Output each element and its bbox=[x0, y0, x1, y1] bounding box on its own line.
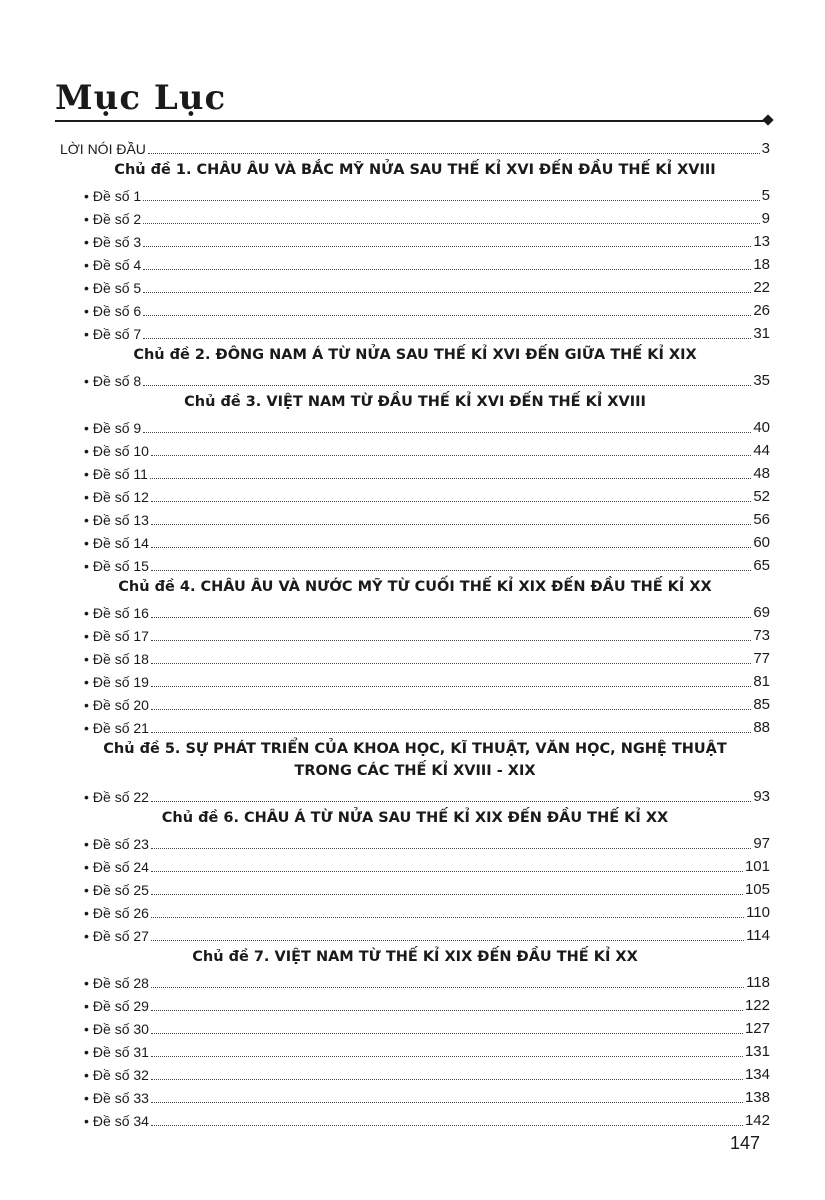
dot-leader bbox=[151, 500, 751, 502]
toc-entry-page: 77 bbox=[753, 650, 770, 667]
bullet-icon: • bbox=[84, 789, 89, 805]
table-of-contents bbox=[60, 134, 770, 1129]
toc-entry-page: 85 bbox=[753, 696, 770, 713]
bullet-icon: • bbox=[84, 303, 89, 319]
dot-leader bbox=[151, 893, 743, 895]
chapter-heading bbox=[60, 805, 770, 829]
toc-entry-page: 35 bbox=[753, 372, 770, 389]
toc-entry[interactable] bbox=[60, 829, 770, 852]
toc-entry-label: Đề số 23 bbox=[92, 836, 149, 852]
bullet-icon: • bbox=[84, 443, 89, 459]
bullet-icon: • bbox=[84, 697, 89, 713]
toc-entry[interactable] bbox=[60, 319, 770, 342]
toc-entry[interactable] bbox=[60, 875, 770, 898]
bullet-icon: • bbox=[84, 489, 89, 505]
dot-leader bbox=[151, 1101, 743, 1103]
toc-entry-page: 105 bbox=[744, 881, 770, 898]
toc-entry-label: Đề số 9 bbox=[92, 420, 142, 436]
toc-entry-page: 97 bbox=[753, 835, 770, 852]
toc-entry-page: 65 bbox=[753, 557, 770, 574]
dot-leader bbox=[151, 569, 751, 571]
dot-leader bbox=[151, 986, 744, 988]
dot-leader bbox=[151, 1078, 743, 1080]
toc-entry-page: 114 bbox=[746, 927, 770, 944]
dot-leader bbox=[151, 523, 751, 525]
dot-leader bbox=[151, 870, 743, 872]
toc-entry-label: Đề số 32 bbox=[92, 1067, 149, 1083]
toc-entry[interactable] bbox=[60, 921, 770, 944]
toc-entry[interactable] bbox=[60, 482, 770, 505]
toc-entry-label: Đề số 4 bbox=[92, 257, 142, 273]
toc-entry-label: Đề số 14 bbox=[92, 535, 149, 551]
toc-entry[interactable] bbox=[60, 713, 770, 736]
toc-entry-page: 13 bbox=[753, 233, 770, 250]
toc-entry[interactable] bbox=[60, 436, 770, 459]
bullet-icon: • bbox=[84, 1021, 89, 1037]
bullet-icon: • bbox=[84, 535, 89, 551]
chapter-heading bbox=[60, 157, 770, 181]
bullet-icon: • bbox=[84, 674, 89, 690]
toc-entry-page: 5 bbox=[761, 187, 770, 204]
toc-entry-page: 40 bbox=[753, 419, 770, 436]
toc-entry-label: Đề số 33 bbox=[92, 1090, 149, 1106]
chapter-heading-text: Chủ đề 4. CHÂU ÂU VÀ NƯỚC MỸ TỪ CUỐI THẾ KỈ XIX ĐẾN ĐẦU THẾ KỈ XX bbox=[118, 579, 712, 595]
toc-entry-page: 93 bbox=[753, 788, 770, 805]
bullet-icon: • bbox=[84, 234, 89, 250]
bullet-icon: • bbox=[84, 882, 89, 898]
toc-entry[interactable] bbox=[60, 690, 770, 713]
toc-entry-page: 118 bbox=[746, 974, 770, 991]
toc-entry-page: 56 bbox=[753, 511, 770, 528]
dot-leader bbox=[151, 454, 751, 456]
toc-entry[interactable] bbox=[60, 621, 770, 644]
dot-leader bbox=[143, 222, 760, 224]
toc-entry-label: Đề số 1 bbox=[92, 188, 142, 204]
toc-entry-page: 127 bbox=[744, 1020, 770, 1037]
dot-leader bbox=[143, 337, 751, 339]
toc-entry-label: Đề số 11 bbox=[92, 466, 148, 482]
dot-leader bbox=[151, 847, 751, 849]
toc-entry-label: Đề số 17 bbox=[92, 628, 149, 644]
bullet-icon: • bbox=[84, 512, 89, 528]
toc-entry-label: LỜI NÓI ĐẦU bbox=[60, 141, 146, 157]
toc-entry[interactable] bbox=[60, 782, 770, 805]
toc-entry-page: 3 bbox=[761, 140, 770, 157]
dot-leader bbox=[151, 1124, 743, 1126]
chapter-heading-text: Chủ đề 3. VIỆT NAM TỪ ĐẦU THẾ KỈ XVI ĐẾN THẾ KỈ XVIII bbox=[184, 394, 646, 410]
dot-leader bbox=[143, 431, 751, 433]
bullet-icon: • bbox=[84, 1044, 89, 1060]
toc-entry[interactable] bbox=[60, 1060, 770, 1083]
toc-entry-page: 101 bbox=[744, 858, 770, 875]
bullet-icon: • bbox=[84, 905, 89, 921]
dot-leader bbox=[143, 268, 751, 270]
dot-leader bbox=[151, 916, 744, 918]
toc-entry-label: Đề số 13 bbox=[92, 512, 149, 528]
toc-entry-page: 81 bbox=[753, 673, 770, 690]
dot-leader bbox=[151, 685, 751, 687]
toc-entry-label: Đề số 25 bbox=[92, 882, 149, 898]
toc-entry-page: 88 bbox=[753, 719, 770, 736]
toc-entry-preface[interactable] bbox=[60, 134, 770, 157]
toc-entry-label: Đề số 2 bbox=[92, 211, 142, 227]
toc-entry[interactable] bbox=[60, 204, 770, 227]
toc-entry[interactable] bbox=[60, 528, 770, 551]
toc-entry[interactable] bbox=[60, 551, 770, 574]
dot-leader bbox=[151, 616, 751, 618]
bullet-icon: • bbox=[84, 605, 89, 621]
chapter-heading-text: Chủ đề 5. SỰ PHÁT TRIỂN CỦA KHOA HỌC, KĨ THUẬT, VĂN HỌC, NGHỆ THUẬT bbox=[103, 741, 727, 757]
toc-entry-page: 110 bbox=[746, 904, 770, 921]
toc-entry-label: Đề số 28 bbox=[92, 975, 149, 991]
toc-entry[interactable] bbox=[60, 1014, 770, 1037]
chapter-heading bbox=[60, 342, 770, 366]
bullet-icon: • bbox=[84, 211, 89, 227]
bullet-icon: • bbox=[84, 998, 89, 1014]
toc-entry-page: 44 bbox=[753, 442, 770, 459]
dot-leader bbox=[151, 708, 751, 710]
bullet-icon: • bbox=[84, 188, 89, 204]
dot-leader bbox=[151, 1032, 743, 1034]
dot-leader bbox=[143, 245, 751, 247]
bullet-icon: • bbox=[84, 257, 89, 273]
toc-entry[interactable] bbox=[60, 1037, 770, 1060]
bullet-icon: • bbox=[84, 280, 89, 296]
toc-entry-label: Đề số 26 bbox=[92, 905, 149, 921]
toc-entry-label: Đề số 18 bbox=[92, 651, 149, 667]
chapter-heading bbox=[60, 389, 770, 413]
toc-entry-label: Đề số 31 bbox=[92, 1044, 149, 1060]
toc-entry-page: 69 bbox=[753, 604, 770, 621]
toc-entry-label: Đề số 5 bbox=[92, 280, 142, 296]
bullet-icon: • bbox=[84, 859, 89, 875]
toc-entry[interactable] bbox=[60, 644, 770, 667]
toc-entry-page: 52 bbox=[753, 488, 770, 505]
dot-leader bbox=[151, 639, 751, 641]
toc-entry-label: Đề số 7 bbox=[92, 326, 142, 342]
toc-entry-page: 48 bbox=[753, 465, 770, 482]
title-rule bbox=[55, 120, 765, 122]
toc-entry-label: Đề số 10 bbox=[92, 443, 149, 459]
page-number: 147 bbox=[730, 1133, 761, 1153]
page-title: Mục Lục bbox=[55, 78, 227, 118]
bullet-icon: • bbox=[84, 975, 89, 991]
dot-leader bbox=[151, 731, 751, 733]
toc-entry[interactable] bbox=[60, 459, 770, 482]
toc-entry-page: 134 bbox=[744, 1066, 770, 1083]
dot-leader bbox=[143, 291, 751, 293]
chapter-heading-text-line2: TRONG CÁC THẾ KỈ XVIII - XIX bbox=[294, 763, 536, 779]
toc-entry-page: 60 bbox=[753, 534, 770, 551]
dot-leader bbox=[151, 939, 744, 941]
toc-entry-label: Đề số 22 bbox=[92, 789, 149, 805]
dot-leader bbox=[151, 1055, 743, 1057]
dot-leader bbox=[148, 152, 760, 154]
toc-entry-label: Đề số 8 bbox=[92, 373, 142, 389]
dot-leader bbox=[143, 314, 751, 316]
bullet-icon: • bbox=[84, 651, 89, 667]
toc-entry[interactable] bbox=[60, 667, 770, 690]
rule-diamond-ornament bbox=[762, 114, 773, 125]
toc-entry-label: Đề số 34 bbox=[92, 1113, 149, 1129]
bullet-icon: • bbox=[84, 1090, 89, 1106]
toc-entry-label: Đề số 12 bbox=[92, 489, 149, 505]
toc-entry-page: 31 bbox=[753, 325, 770, 342]
toc-entry-page: 138 bbox=[744, 1089, 770, 1106]
bullet-icon: • bbox=[84, 373, 89, 389]
toc-entry[interactable] bbox=[60, 968, 770, 991]
toc-entry[interactable] bbox=[60, 898, 770, 921]
toc-entry-page: 73 bbox=[753, 627, 770, 644]
toc-entry[interactable] bbox=[60, 181, 770, 204]
bullet-icon: • bbox=[84, 720, 89, 736]
dot-leader bbox=[143, 199, 760, 201]
toc-entry[interactable] bbox=[60, 413, 770, 436]
chapter-heading-text: Chủ đề 2. ĐÔNG NAM Á TỪ NỬA SAU THẾ KỈ XVI ĐẾN GIỮA THẾ KỈ XIX bbox=[133, 347, 697, 363]
dot-leader bbox=[151, 546, 751, 548]
toc-entry-page: 22 bbox=[753, 279, 770, 296]
toc-entry-page: 122 bbox=[744, 997, 770, 1014]
toc-entry-page: 26 bbox=[753, 302, 770, 319]
toc-entry[interactable] bbox=[60, 227, 770, 250]
chapter-heading-text: Chủ đề 1. CHÂU ÂU VÀ BẮC MỸ NỬA SAU THẾ KỈ XVI ĐẾN ĐẦU THẾ KỈ XVIII bbox=[114, 162, 716, 178]
toc-entry-label: Đề số 6 bbox=[92, 303, 142, 319]
toc-entry-label: Đề số 30 bbox=[92, 1021, 149, 1037]
bullet-icon: • bbox=[84, 558, 89, 574]
bullet-icon: • bbox=[84, 628, 89, 644]
bullet-icon: • bbox=[84, 928, 89, 944]
chapter-heading bbox=[60, 574, 770, 598]
chapter-heading bbox=[60, 944, 770, 968]
toc-entry-label: Đề số 20 bbox=[92, 697, 149, 713]
bullet-icon: • bbox=[84, 326, 89, 342]
toc-entry-page: 18 bbox=[753, 256, 770, 273]
toc-entry[interactable] bbox=[60, 505, 770, 528]
chapter-heading-text: Chủ đề 7. VIỆT NAM TỪ THẾ KỈ XIX ĐẾN ĐẦU THẾ KỈ XX bbox=[192, 949, 638, 965]
toc-entry[interactable] bbox=[60, 296, 770, 319]
bullet-icon: • bbox=[84, 466, 89, 482]
toc-entry-label: Đề số 19 bbox=[92, 674, 149, 690]
toc-entry-label: Đề số 29 bbox=[92, 998, 149, 1014]
dot-leader bbox=[150, 477, 751, 479]
toc-entry-label: Đề số 16 bbox=[92, 605, 149, 621]
toc-entry-page: 9 bbox=[761, 210, 770, 227]
toc-entry-page: 131 bbox=[744, 1043, 770, 1060]
toc-entry[interactable] bbox=[60, 250, 770, 273]
toc-entry-label: Đề số 3 bbox=[92, 234, 142, 250]
dot-leader bbox=[151, 662, 751, 664]
bullet-icon: • bbox=[84, 1113, 89, 1129]
chapter-heading-text: Chủ đề 6. CHÂU Á TỪ NỬA SAU THẾ KỈ XIX ĐẾN ĐẦU THẾ KỈ XX bbox=[161, 810, 669, 826]
bullet-icon: • bbox=[84, 420, 89, 436]
toc-entry[interactable] bbox=[60, 273, 770, 296]
toc-entry[interactable] bbox=[60, 991, 770, 1014]
toc-entry[interactable] bbox=[60, 1083, 770, 1106]
toc-entry-label: Đề số 24 bbox=[92, 859, 149, 875]
toc-entry-page: 142 bbox=[744, 1112, 770, 1129]
toc-entry[interactable] bbox=[60, 1106, 770, 1129]
toc-entry[interactable] bbox=[60, 366, 770, 389]
bullet-icon: • bbox=[84, 1067, 89, 1083]
toc-entry[interactable] bbox=[60, 598, 770, 621]
bullet-icon: • bbox=[84, 836, 89, 852]
dot-leader bbox=[143, 384, 751, 386]
toc-entry-label: Đề số 27 bbox=[92, 928, 149, 944]
chapter-heading bbox=[60, 736, 770, 782]
dot-leader bbox=[151, 1009, 743, 1011]
toc-entry[interactable] bbox=[60, 852, 770, 875]
toc-entry-label: Đề số 15 bbox=[92, 558, 149, 574]
dot-leader bbox=[151, 800, 751, 802]
toc-entry-label: Đề số 21 bbox=[92, 720, 149, 736]
